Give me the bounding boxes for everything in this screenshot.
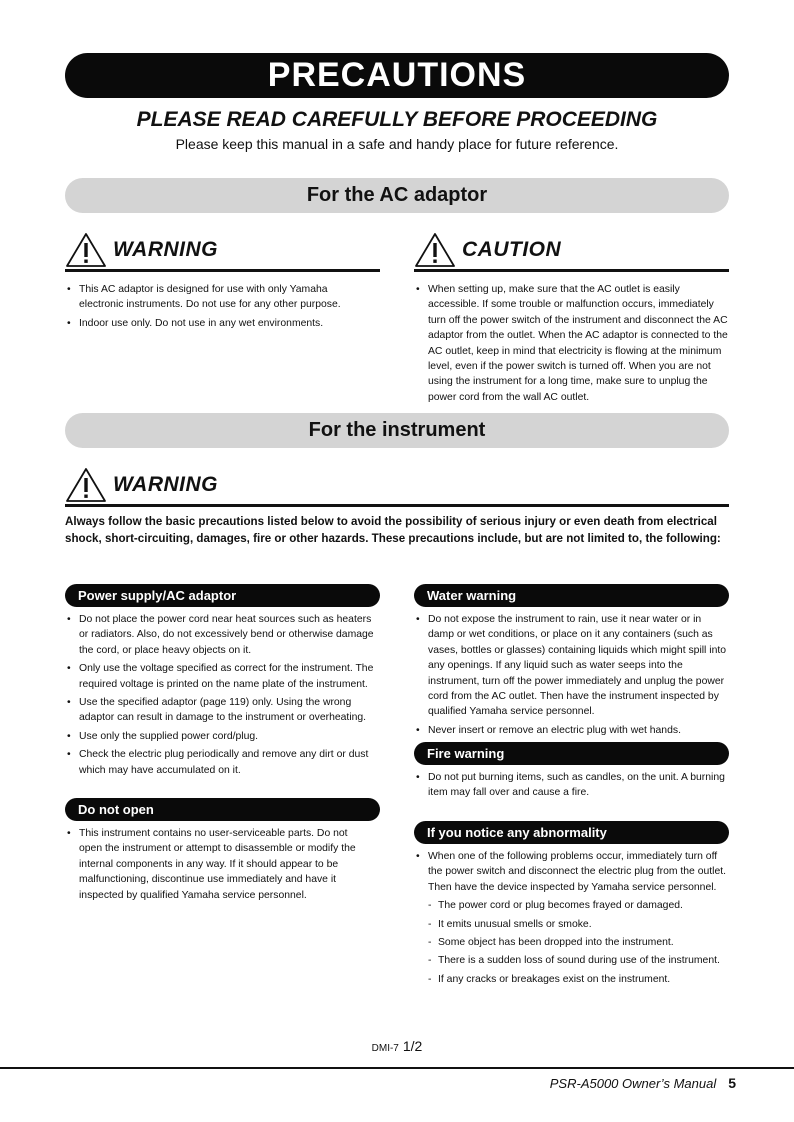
water-warning-list <box>414 612 729 741</box>
abnormality-heading: If you notice any abnormality <box>414 821 729 844</box>
list-item: - Some object has been dropped into the instrument. <box>428 935 729 950</box>
fire-warning-heading: Fire warning <box>414 742 729 765</box>
footer-document-code <box>0 1038 794 1054</box>
footer-page-number: 5 <box>728 1075 736 1091</box>
footer-divider <box>0 1067 794 1069</box>
instrument-warning-header <box>65 465 729 507</box>
list-item: - The power cord or plug becomes frayed or damaged. <box>428 898 729 913</box>
power-supply-list <box>65 612 380 781</box>
water-warning-heading: Water warning <box>414 584 729 607</box>
list-item: • Do not put burning items, such as candles, on the unit. A burning item may fall over and cause a fire. <box>414 770 729 801</box>
list-item: • Do not place the power cord near heat sources such as heaters or radiators. Also, do not excessively bend or otherwise damage the cord, or place heavy objects on it. <box>65 612 380 658</box>
page-subtitle: PLEASE READ CAREFULLY BEFORE PROCEEDING <box>136 108 658 131</box>
caution-triangle-icon <box>414 232 456 268</box>
list-item: • Never insert or remove an electric plug with wet hands. <box>414 723 729 738</box>
power-supply-heading: Power supply/AC adaptor <box>65 584 380 607</box>
fire-warning-list <box>414 770 729 804</box>
keep-manual-note: Please keep this manual in a safe and handy place for future reference. <box>175 136 619 152</box>
page-title: PRECAUTIONS <box>65 53 729 98</box>
footer-manual-title: PSR-A5000 Owner’s Manual <box>549 1076 717 1091</box>
section-header-instrument: For the instrument <box>65 413 729 448</box>
list-item: • This AC adaptor is designed for use with only Yamaha electronic instruments. Do not use for any other purpose. <box>65 282 365 313</box>
list-item: - It emits unusual smells or smoke. <box>428 917 729 932</box>
footer-page-part: 1/2 <box>402 1038 423 1054</box>
list-item: • Indoor use only. Do not use in any wet environments. <box>65 316 365 331</box>
list-item: • Use the specified adaptor (page 119) only. Using the wrong adaptor can result in damage to the instrument or overheating. <box>65 695 380 726</box>
do-not-open-heading: Do not open <box>65 798 380 821</box>
section-header-ac-adaptor: For the AC adaptor <box>65 178 729 213</box>
list-item: • Do not expose the instrument to rain, use it near water or in damp or wet conditions, or place on it any containers (such as vases, bottles or glasses) containing liquids which might spill into any openings. If any liquid such as water seeps into the instrument, turn off the power immediately and unplug the power cord from the AC outlet. Then have the instrument inspected by qualified Yamaha service personnel. <box>414 612 729 720</box>
list-item: • When setting up, make sure that the AC outlet is easily accessible. If some trouble or malfunction occurs, immediately turn off the power switch of the instrument and disconnect the AC adaptor from the outlet. When the AC adaptor is connected to the AC outlet, keep in mind that electricity is flowing at the minimum level, even if the power switch is turned off. When you are not using the instrument for a long time, make sure to unplug the power cord from the wall AC outlet. <box>414 282 729 405</box>
ac-warning-header <box>65 230 380 272</box>
do-not-open-list <box>65 826 370 906</box>
footer-code: DMI-7 <box>371 1043 399 1054</box>
instrument-warning-label: WARNING <box>113 472 218 496</box>
list-item: • Use only the supplied power cord/plug. <box>65 729 380 744</box>
list-item: - If any cracks or breakages exist on the instrument. <box>428 972 729 987</box>
abnormality-lead: When one of the following problems occur, immediately turn off the power switch and disconnect the electric plug from the outlet. Then have the device inspected by Yamaha service personnel. <box>428 851 727 893</box>
list-item: • Only use the voltage specified as correct for the instrument. The required voltage is printed on the name plate of the instrument. <box>65 661 380 692</box>
footer-manual-info <box>550 1075 736 1091</box>
ac-caution-header <box>414 230 729 272</box>
ac-warning-label: WARNING <box>113 237 218 261</box>
ac-caution-list <box>414 282 729 408</box>
abnormality-list <box>414 849 729 990</box>
warning-triangle-icon <box>65 467 107 503</box>
list-item <box>414 849 729 987</box>
list-item: • Check the electric plug periodically and remove any dirt or dust which may have accumulated on it. <box>65 747 380 778</box>
instrument-intro: Always follow the basic precautions listed below to avoid the possibility of serious injury or even death from electrical shock, short-circuiting, damages, fire or other hazards. These precautions include, but are not limited to, the following: <box>65 515 721 545</box>
ac-caution-label: CAUTION <box>462 237 562 261</box>
warning-triangle-icon <box>65 232 107 268</box>
list-item: - There is a sudden loss of sound during use of the instrument. <box>428 953 729 968</box>
ac-warning-list <box>65 282 365 334</box>
abnormality-sublist <box>428 898 729 987</box>
list-item: • This instrument contains no user-serviceable parts. Do not open the instrument or attempt to disassemble or modify the internal components in any way. If it should appear to be malfunctioning, discontinue use immediately and have it inspected by qualified Yamaha service personnel. <box>65 826 370 903</box>
